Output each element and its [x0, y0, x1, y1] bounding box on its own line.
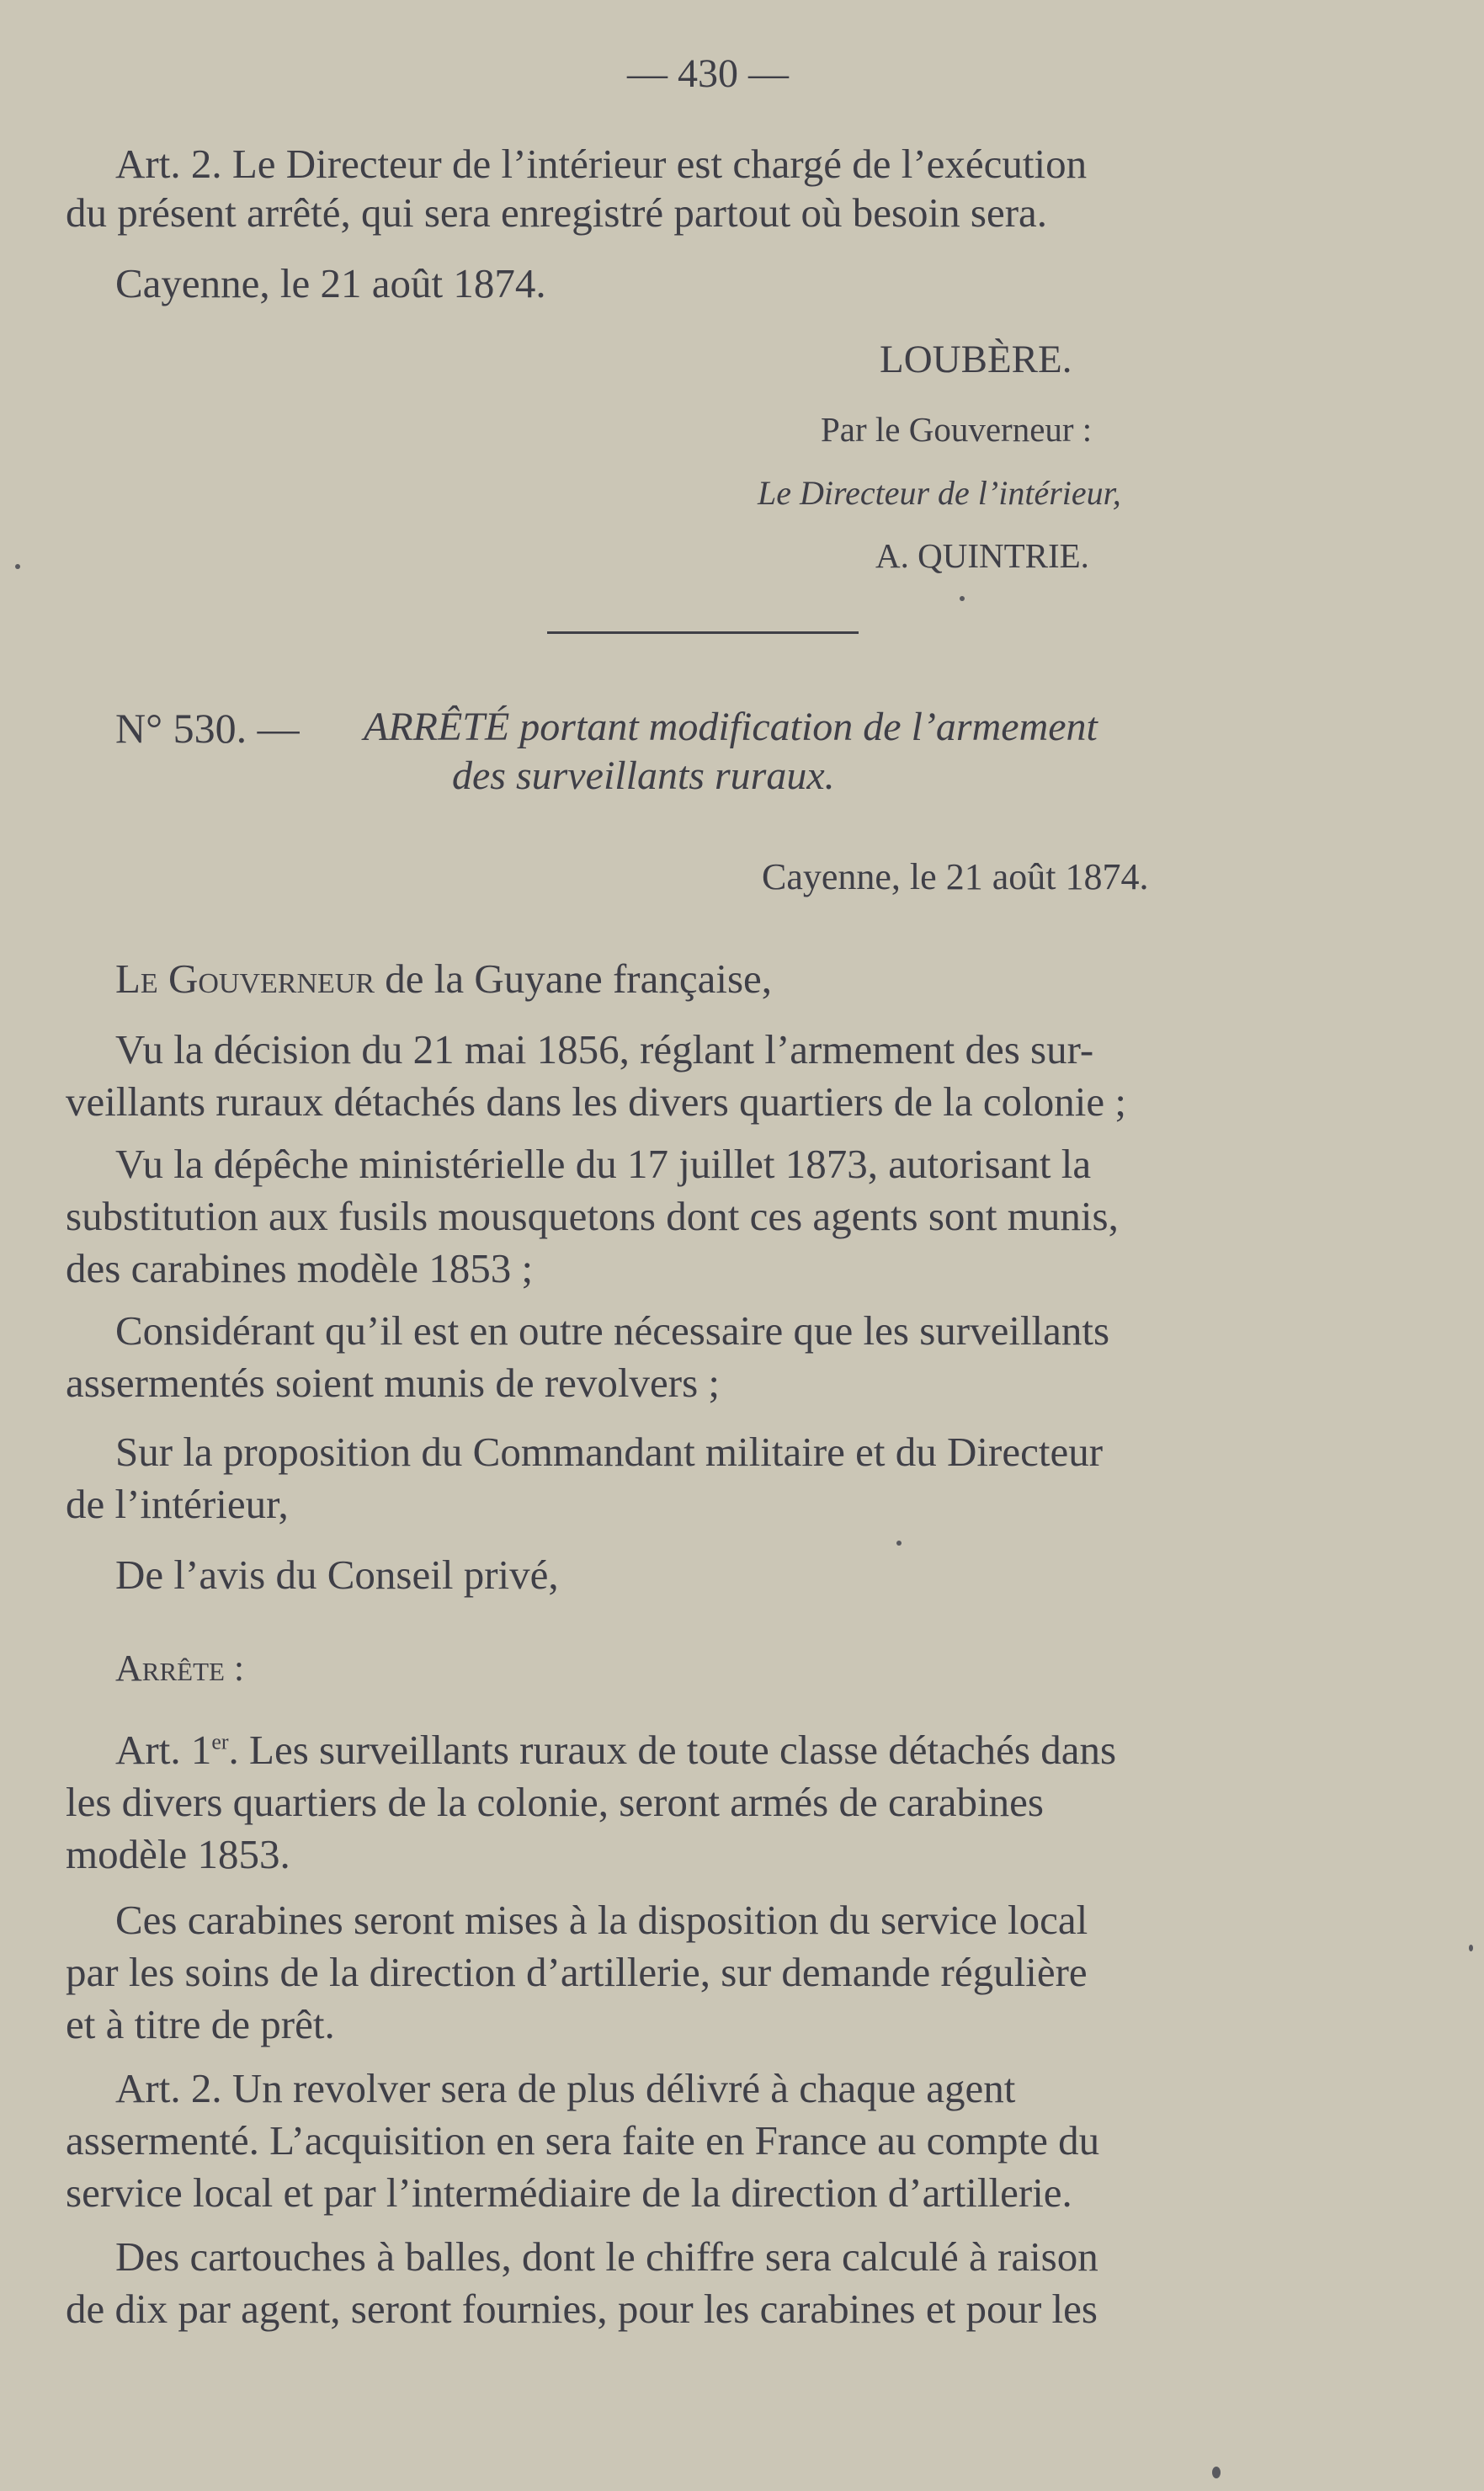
paper-speck [1212, 2467, 1221, 2478]
paper-speck [1469, 1945, 1473, 1951]
art2-line-1: Art. 2. Un revolver sera de plus délivré à chaque agent [115, 2065, 1016, 2111]
prev-signatory: A. QUINTRIE. [875, 536, 1089, 575]
vu2-line-1: Vu la dépêche ministérielle du 17 juillet 1873, autorisant la [115, 1141, 1092, 1187]
prev-by-governor: Par le Gouverneur : [821, 410, 1093, 449]
vu1-line-2: veillants ruraux détachés dans les divers quartiers de la colonie ; [66, 1078, 1126, 1125]
art2-line-3: service local et par l’intermédiaire de la direction d’artillerie. [66, 2169, 1072, 2216]
section-divider [547, 631, 859, 634]
prev-signature: LOUBÈRE. [880, 338, 1072, 381]
avis-conseil: De l’avis du Conseil privé, [115, 1552, 559, 1598]
opening-rest: de la Guyane française, [375, 955, 773, 1002]
proposition-line-2: de l’intérieur, [66, 1481, 289, 1527]
considerant-line-1: Considérant qu’il est en outre nécessaire que les surveillants [115, 1307, 1110, 1354]
paper-speck [896, 1541, 902, 1546]
prev-art2-line-2: du présent arrêté, qui sera enregistré partout où besoin sera. [66, 189, 1048, 236]
carabines-line-2: par les soins de la direction d’artillerie, sur demande régulière [66, 1949, 1088, 1995]
prev-place-date: Cayenne, le 21 août 1874. [115, 260, 546, 306]
act-number: N° 530. — [115, 705, 300, 752]
vu2-line-2: substitution aux fusils mousquetons dont ces agents sont munis, [66, 1193, 1119, 1239]
considerant-line-2: assermentés soient munis de revolvers ; [66, 1360, 721, 1406]
art1-line-1 [115, 1727, 1117, 1773]
art1-head: Art. 1 [115, 1727, 212, 1773]
art2-line-2: assermenté. L’acquisition en sera faite en France au compte du [66, 2117, 1100, 2164]
act-title-line-1: ARRÊTÉ portant modification de l’armement [364, 705, 1098, 749]
arrete-heading: Arrête : [115, 1647, 245, 1689]
art1-sup: er [211, 1729, 229, 1754]
prev-art2-line-1: Art. 2. Le Directeur de l’intérieur est chargé de l’exécution [115, 141, 1088, 187]
act-title-line-2: des surveillants ruraux. [452, 753, 835, 798]
vu1-line-1: Vu la décision du 21 mai 1856, réglant l’armement des sur- [115, 1026, 1094, 1073]
page-number: — 430 — [627, 51, 789, 96]
art1-first-rest: . Les surveillants ruraux de toute classe détachés dans [228, 1727, 1117, 1773]
prev-role: Le Directeur de l’intérieur, [758, 474, 1121, 512]
carabines-line-3: et à titre de prêt. [66, 2001, 335, 2047]
paper-speck [960, 596, 965, 601]
act-place-date: Cayenne, le 21 août 1874. [762, 856, 1149, 897]
vu2-line-3: des carabines modèle 1853 ; [66, 1245, 534, 1291]
art1-line-3: modèle 1853. [66, 1831, 290, 1877]
cartouches-line-1: Des cartouches à balles, dont le chiffre sera calculé à raison [115, 2233, 1098, 2280]
proposition-line-1: Sur la proposition du Commandant militaire et du Directeur [115, 1429, 1104, 1475]
governor-title: Le Gouverneur [115, 955, 375, 1002]
act-opening [115, 955, 773, 1002]
carabines-line-1: Ces carabines seront mises à la disposition du service local [115, 1897, 1088, 1943]
paper-speck [15, 564, 20, 569]
art1-line-2: les divers quartiers de la colonie, seront armés de carabines [66, 1779, 1044, 1825]
cartouches-line-2: de dix par agent, seront fournies, pour les carabines et pour les [66, 2286, 1098, 2332]
